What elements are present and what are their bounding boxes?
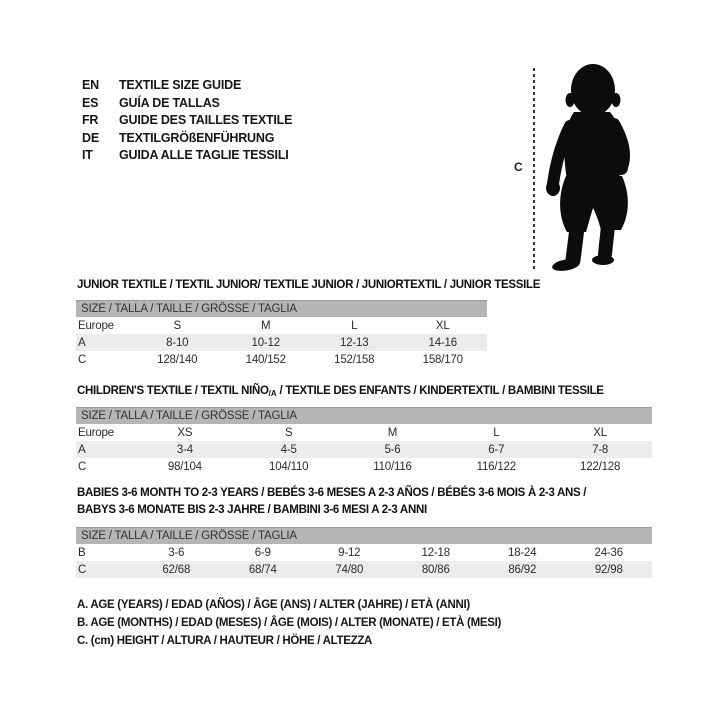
table-cell: L (493, 426, 500, 439)
table-cell: XS (177, 426, 193, 439)
table-row (76, 458, 652, 475)
table-row (76, 561, 652, 578)
table-cell: 104/110 (269, 460, 309, 473)
table-row (76, 441, 652, 458)
table-cell: 10-12 (222, 334, 311, 351)
table-cell: 6-9 (254, 546, 271, 559)
row-label: A (76, 334, 133, 351)
toddler-silhouette-icon (546, 58, 658, 276)
children-title-pre: CHILDREN'S TEXTILE / TEXTIL NIÑO (77, 385, 269, 397)
junior-table (76, 317, 487, 368)
junior-table-title: JUNIOR TEXTILE / TEXTIL JUNIOR/ TEXTILE JUNIOR / JUNIORTEXTIL / JUNIOR TESSILE (77, 279, 541, 291)
size-header-bar: SIZE / TALLA / TAILLE / GRÖSSE / TAGLIA (76, 407, 652, 424)
table-cell: XL (593, 426, 607, 439)
table-row (76, 351, 487, 368)
table-row (76, 317, 487, 334)
height-dotted-line (533, 68, 535, 269)
row-label: Europe (78, 319, 114, 332)
table-row (76, 544, 652, 561)
table-cell: 5-6 (341, 441, 445, 458)
table-cell: 128/140 (157, 353, 198, 366)
table-cell: 152/158 (334, 353, 375, 366)
table-cell: 98/104 (167, 460, 202, 473)
table-cell: 158/170 (422, 353, 463, 366)
language-label: GUÍA DE TALLAS (119, 95, 220, 110)
junior-table-section (76, 300, 487, 368)
language-row (82, 130, 292, 148)
language-label: TEXTILE SIZE GUIDE (119, 78, 242, 92)
row-label: C (78, 460, 87, 473)
language-code: IT (82, 148, 93, 162)
children-title-subscript: /A (268, 389, 277, 398)
row-label: C (78, 353, 87, 366)
language-code: DE (82, 130, 99, 145)
footnote-height-cm: C. (cm) HEIGHT / ALTURA / HAUTEUR / HÖHE / ALTEZZA (77, 635, 373, 647)
table-cell: 62/68 (133, 561, 220, 578)
children-title-post: / TEXTILE DES ENFANTS / KINDERTEXTIL / BAMBINI TESSILE (276, 385, 604, 397)
table-cell: 68/74 (220, 561, 307, 578)
babies-table-title-line1: BABIES 3-6 MONTH TO 2-3 YEARS / BEBÉS 3-6 MESES A 2-3 AÑOS / BÉBÉS 3-6 MOIS À 2-3 ANS / (77, 487, 587, 499)
language-code: EN (82, 78, 99, 92)
size-header-bar: SIZE / TALLA / TAILLE / GRÖSSE / TAGLIA (76, 300, 487, 317)
language-list (82, 77, 292, 165)
table-cell: 74/80 (306, 561, 393, 578)
table-cell: 7-8 (548, 441, 652, 458)
babies-table-section (76, 527, 652, 578)
row-label: B (78, 546, 86, 559)
row-label: Europe (78, 426, 114, 439)
table-cell: L (351, 319, 358, 332)
children-table-section (76, 407, 652, 475)
legend-notes (77, 596, 501, 650)
language-label: TEXTILGRÖßENFÜHRUNG (119, 130, 275, 145)
table-cell: 140/152 (245, 353, 286, 366)
table-cell: M (261, 319, 271, 332)
table-row (76, 334, 487, 351)
footnote-age-years: A. AGE (YEARS) / EDAD (AÑOS) / ÂGE (ANS) / ALTER (JAHRE) / ETÀ (ANNI) (77, 599, 470, 611)
table-cell: 18-24 (508, 546, 537, 559)
language-row (82, 77, 292, 95)
table-cell: 3-6 (168, 546, 185, 559)
table-cell: 3-4 (133, 441, 237, 458)
children-table (76, 424, 652, 475)
language-row (82, 147, 292, 165)
table-cell: 80/86 (393, 561, 480, 578)
table-cell: 14-16 (399, 334, 488, 351)
table-cell: XL (435, 319, 450, 332)
language-label: GUIDA ALLE TAGLIE TESSILI (119, 148, 289, 162)
language-row (82, 95, 292, 113)
table-cell: 86/92 (479, 561, 566, 578)
height-measure-label: C (514, 160, 523, 174)
row-label: A (76, 441, 133, 458)
children-table-title (77, 383, 604, 402)
language-label: GUIDE DES TAILLES TEXTILE (119, 113, 293, 127)
babies-table-title-line2: BABYS 3-6 MONATE BIS 2-3 JAHRE / BAMBINI 3-6 MESI A 2-3 ANNI (77, 504, 427, 516)
table-cell: 9-12 (338, 546, 361, 559)
babies-table (76, 544, 652, 578)
table-cell: 8-10 (133, 334, 222, 351)
table-cell: 12-18 (421, 546, 450, 559)
table-cell: 110/116 (373, 460, 412, 473)
table-cell: 122/128 (580, 460, 621, 473)
language-code: FR (82, 113, 99, 127)
table-cell: 24-36 (594, 546, 623, 559)
footnote-age-months: B. AGE (MONTHS) / EDAD (MESES) / ÂGE (MOIS) / ALTER (MONATE) / ETÀ (MESI) (77, 617, 502, 629)
size-header-bar: SIZE / TALLA / TAILLE / GRÖSSE / TAGLIA (76, 527, 652, 544)
table-cell: 116/122 (476, 460, 516, 473)
language-row (82, 112, 292, 130)
table-cell: 6-7 (444, 441, 548, 458)
table-cell: M (387, 426, 398, 439)
table-cell: 4-5 (237, 441, 341, 458)
table-cell: 12-13 (310, 334, 399, 351)
row-label: C (76, 561, 133, 578)
table-cell: 92/98 (566, 561, 653, 578)
table-cell: S (284, 426, 293, 439)
language-code: ES (82, 95, 99, 110)
table-row (76, 424, 652, 441)
table-cell: S (173, 319, 181, 332)
